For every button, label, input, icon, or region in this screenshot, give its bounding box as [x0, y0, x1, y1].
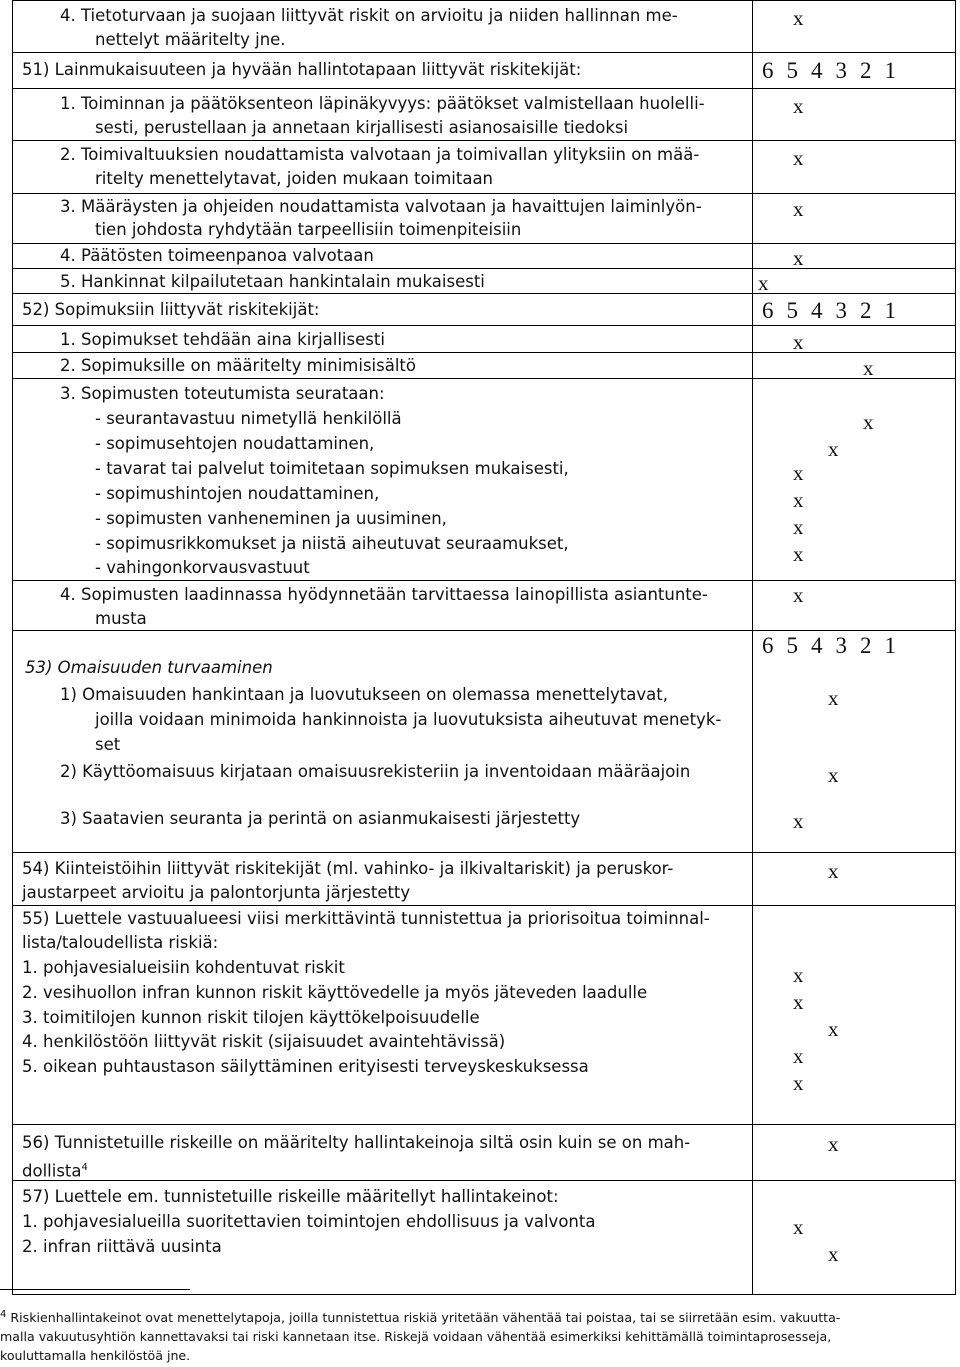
item-56-line2 — [22, 1155, 88, 1184]
item-53-1-line3: set — [95, 735, 121, 754]
list-item: - sopimusten vanheneminen ja uusiminen, — [95, 509, 447, 528]
item-55-line1: 55) Luettele vastuualueesi viisi merkittävintä tunnistettua ja priorisoitua toiminnal- — [22, 909, 710, 928]
rating-mark: x — [793, 542, 804, 566]
rating-scale: 6 5 4 3 2 1 — [762, 298, 897, 323]
list-item: 2. vesihuollon infran kunnon riskit käyttövedelle ja myös jäteveden laadulle — [22, 983, 648, 1002]
rating-mark: x — [793, 583, 804, 607]
list-item: 1. pohjavesialueilla suoritettavien toimintojen ehdollisuus ja valvonta — [22, 1212, 596, 1231]
item-51-5: 5. Hankinnat kilpailutetaan hankintalain mukaisesti — [60, 272, 485, 291]
list-item: 3. toimitilojen kunnon riskit tilojen käyttökelpoisuudelle — [22, 1008, 480, 1027]
list-item: - sopimusrikkomukset ja niistä aiheutuvat seuraamukset, — [95, 534, 569, 553]
footnote-separator — [0, 1289, 190, 1290]
rating-mark: x — [793, 197, 804, 221]
rating-mark: x — [793, 963, 804, 987]
rating-mark: x — [863, 410, 874, 434]
rating-mark: x — [793, 330, 804, 354]
item-55-line2: lista/taloudellista riskiä: — [22, 933, 219, 952]
item-56-line1: 56) Tunnistetuille riskeille on määritelty hallintakeinoja siltä osin kuin se on mah- — [22, 1133, 691, 1152]
list-item: 2. infran riittävä uusinta — [22, 1237, 222, 1256]
item-53-1-line1: 1) Omaisuuden hankintaan ja luovutukseen on olemassa menettelytavat, — [60, 685, 668, 704]
rating-mark: x — [828, 763, 839, 787]
item-51-1-line2: sesti, perustellaan ja annetaan kirjallisesti asianosaisille tiedoksi — [95, 118, 629, 137]
rating-mark: x — [793, 461, 804, 485]
item-53-2: 2) Käyttöomaisuus kirjataan omaisuusrekisteriin ja inventoidaan määräajoin — [60, 762, 691, 781]
footnote-line-3: kouluttamalla henkilöstöä jne. — [0, 1348, 191, 1364]
list-item: 5. oikean puhtaustason säilyttäminen erityisesti terveyskeskuksessa — [22, 1057, 589, 1076]
item-57-line1: 57) Luettele em. tunnistetuille riskeille määritellyt hallintakeinot: — [22, 1187, 559, 1206]
rating-mark: x — [793, 488, 804, 512]
item-4-line1: 4. Tietoturvaan ja suojaan liittyvät riskit on arvioitu ja niiden hallinnan me- — [60, 6, 678, 25]
footnote-line-2: malla vakuutusyhtiön kannettavaksi tai riski kannetaan itse. Riskejä voidaan vähentää esimerkiksi kehittämällä toimintaprosesseja, — [0, 1329, 832, 1345]
item-52-2: 2. Sopimuksille on määritelty minimisisältö — [60, 356, 416, 375]
list-item: - vahingonkorvausvastuut — [95, 558, 310, 577]
rating-mark: x — [793, 1071, 804, 1095]
list-item: - tavarat tai palvelut toimitetaan sopimuksen mukaisesti, — [95, 459, 569, 478]
item-51-4: 4. Päätösten toimeenpanoa valvotaan — [60, 246, 374, 265]
rating-mark: x — [793, 6, 804, 30]
footnote-text: Riskienhallintakeinot ovat menettelytapoja, joilla tunnistettua riskiä yritetään vähentää tai poistaa, tai se siirretään esim. vakuutta- — [10, 1310, 841, 1326]
footnote — [0, 1305, 840, 1365]
list-item: 4. henkilöstöön liittyvät riskit (sijaisuudet avaintehtävissä) — [22, 1032, 506, 1051]
item-53-3: 3) Saatavien seuranta ja perintä on asianmukaisesti järjestetty — [60, 809, 581, 828]
rating-scale: 6 5 4 3 2 1 — [762, 58, 897, 83]
rating-scale: 6 5 4 3 2 1 — [762, 633, 897, 658]
rating-mark: x — [828, 1242, 839, 1266]
list-item: - seurantavastuu nimetyllä henkilöllä — [95, 409, 402, 428]
footnote-ref: 4 — [81, 1162, 88, 1173]
section-53-heading: 53) Omaisuuden turvaaminen — [25, 658, 273, 677]
list-item: - sopimusehtojen noudattaminen, — [95, 434, 375, 453]
item-4-line2: nettelyt määritelty jne. — [95, 30, 286, 49]
item-52-3-line1: 3. Sopimusten toteutumista seurataan: — [60, 384, 385, 403]
rating-mark: x — [793, 515, 804, 539]
item-52-4-line2: musta — [95, 609, 147, 628]
item-51-2-line1: 2. Toimivaltuuksien noudattamista valvotaan ja toimivallan ylityksiin on mää- — [60, 145, 700, 164]
footnote-marker: 4 — [0, 1309, 7, 1320]
item-54-line2: jaustarpeet arvioitu ja palontorjunta järjestetty — [22, 883, 411, 902]
rating-mark: x — [793, 94, 804, 118]
item-51-2-line2: ritelty menettelytavat, joiden mukaan toimitaan — [95, 169, 494, 188]
rating-mark: x — [863, 356, 874, 380]
rating-mark: x — [793, 1044, 804, 1068]
rating-mark: x — [828, 1017, 839, 1041]
rating-mark: x — [828, 437, 839, 461]
item-52-1: 1. Sopimukset tehdään aina kirjallisesti — [60, 330, 385, 349]
item-56-text: dollista — [22, 1161, 82, 1181]
item-54-line1: 54) Kiinteistöihin liittyvät riskitekijät (ml. vahinko- ja ilkivaltariskit) ja peruskor- — [22, 859, 674, 878]
section-51-heading: 51) Lainmukaisuuteen ja hyvään hallintotapaan liittyvät riskitekijät: — [22, 60, 582, 79]
list-item: 1. pohjavesialueisiin kohdentuvat riskit — [22, 958, 345, 977]
rating-mark: x — [793, 146, 804, 170]
rating-mark: x — [793, 809, 804, 833]
item-53-1-line2: joilla voidaan minimoida hankinnoista ja luovutuksista aiheutuvat menetyk- — [95, 710, 722, 729]
rating-mark: x — [828, 1132, 839, 1156]
rating-mark: x — [793, 990, 804, 1014]
rating-mark: x — [828, 859, 839, 883]
footnote-line-1 — [0, 1305, 840, 1327]
list-item: - sopimushintojen noudattaminen, — [95, 484, 380, 503]
rating-mark: x — [758, 271, 769, 295]
section-52-heading: 52) Sopimuksiin liittyvät riskitekijät: — [22, 300, 320, 319]
item-51-3-line1: 3. Määräysten ja ohjeiden noudattamista valvotaan ja havaittujen laiminlyön- — [60, 197, 702, 216]
item-52-4-line1: 4. Sopimusten laadinnassa hyödynnetään tarvittaessa lainopillista asiantunte- — [60, 585, 708, 604]
rating-mark: x — [793, 246, 804, 270]
rating-mark: x — [793, 1215, 804, 1239]
item-51-3-line2: tien johdosta ryhdytään tarpeellisiin toimenpiteisiin — [95, 220, 522, 239]
rating-mark: x — [828, 686, 839, 710]
item-51-1-line1: 1. Toiminnan ja päätöksenteon läpinäkyvyys: päätökset valmistellaan huolelli- — [60, 94, 705, 113]
